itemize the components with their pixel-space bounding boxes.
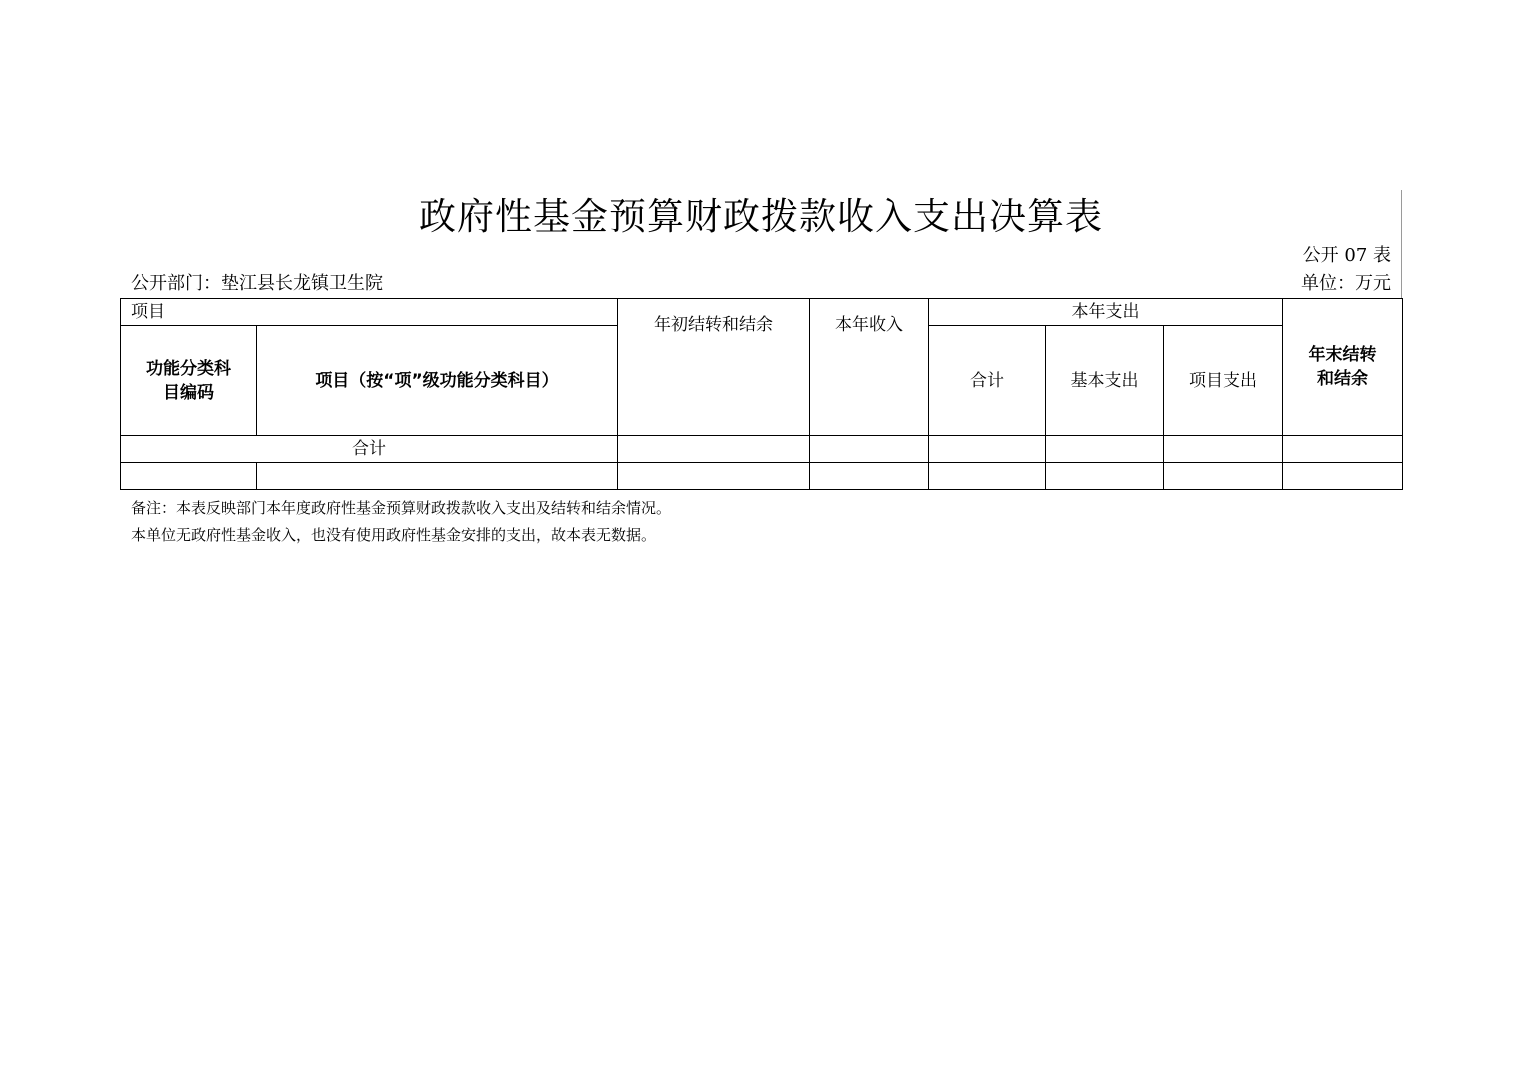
data-carryover-end [1283, 463, 1403, 490]
header-income: 本年收入 [810, 299, 929, 436]
budget-table [120, 298, 1403, 490]
header-carryover-end [1283, 299, 1403, 436]
header-expense-total: 合计 [929, 326, 1046, 436]
total-income [810, 436, 929, 463]
header-carryover-begin: 年初结转和结余 [618, 299, 810, 436]
header-func-code-line2: 目编码 [163, 382, 214, 403]
data-expense-project [1164, 463, 1283, 490]
total-carryover-end [1283, 436, 1403, 463]
total-carryover-begin [618, 436, 810, 463]
data-func-code [121, 463, 257, 490]
data-carryover-begin [618, 463, 810, 490]
department-label: 公开部门：垫江县长龙镇卫生院 [131, 273, 383, 294]
total-expense-total [929, 436, 1046, 463]
header-item-name: 项目（按“项”级功能分类科目） [257, 326, 618, 436]
total-expense-basic [1046, 436, 1164, 463]
data-expense-basic [1046, 463, 1164, 490]
header-func-code [121, 326, 257, 436]
header-func-code-line1: 功能分类科 [146, 358, 231, 379]
header-carryover-end-line1: 年末结转 [1308, 345, 1377, 365]
note-no-data: 本单位无政府性基金收入，也没有使用政府性基金安排的支出，故本表无数据。 [131, 526, 657, 544]
total-expense-project [1164, 436, 1283, 463]
page-title: 政府性基金预算财政拨款收入支出决算表 [419, 195, 1103, 238]
data-item-name [257, 463, 618, 490]
header-expense-project: 项目支出 [1164, 326, 1283, 436]
header-item: 项目 [121, 299, 618, 326]
header-expense-basic: 基本支出 [1046, 326, 1164, 436]
header-expense-group: 本年支出 [929, 299, 1283, 326]
table-number: 公开 07 表 [1302, 245, 1391, 266]
header-carryover-end-line2: 和结余 [1317, 369, 1368, 389]
data-income [810, 463, 929, 490]
unit-label: 单位：万元 [1301, 273, 1391, 294]
note-remark: 备注：本表反映部门本年度政府性基金预算财政拨款收入支出及结转和结余情况。 [131, 499, 672, 517]
total-row-label: 合计 [121, 436, 618, 463]
data-expense-total [929, 463, 1046, 490]
